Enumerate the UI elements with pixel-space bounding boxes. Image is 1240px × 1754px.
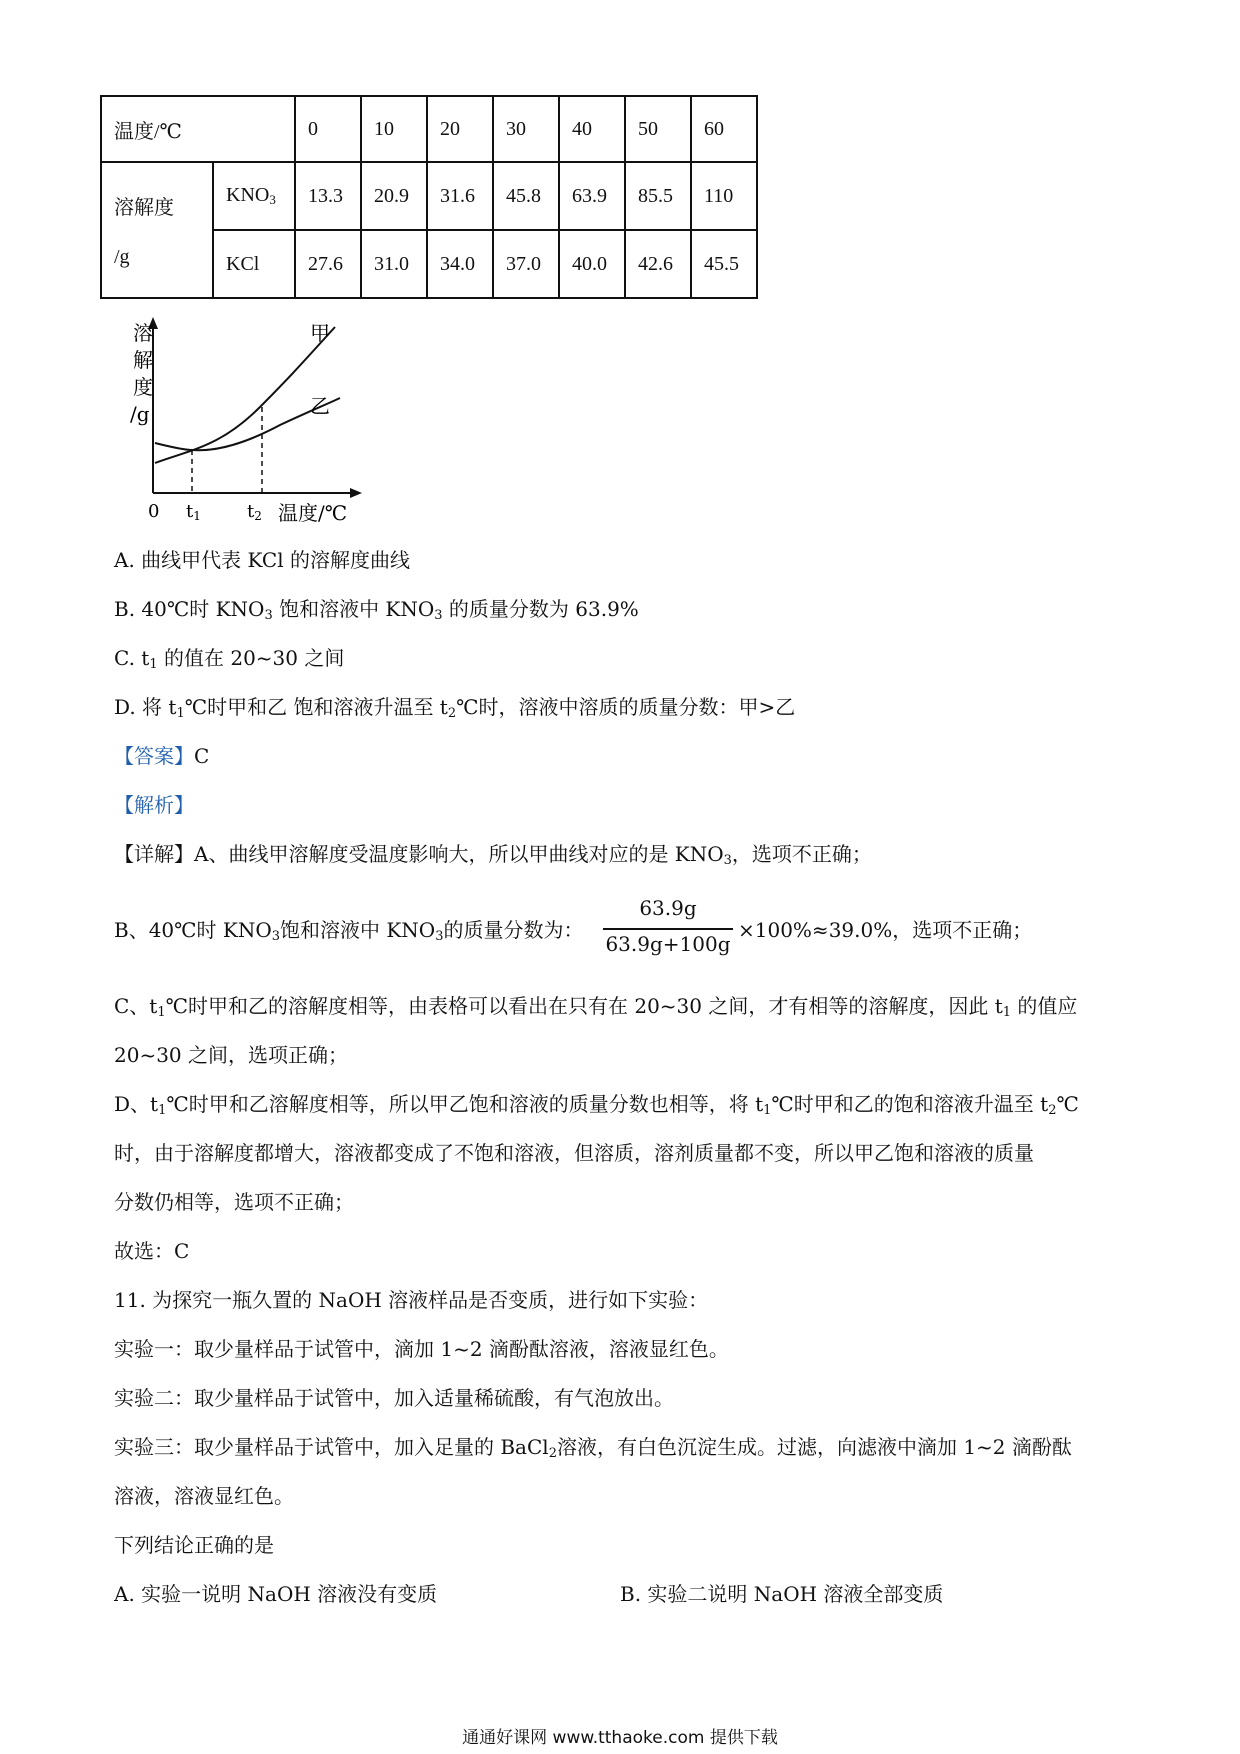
table-header-row — [101, 96, 757, 162]
answer-line: 【答案】C — [114, 744, 210, 768]
fraction-denominator: 63.9g+100g — [605, 932, 731, 956]
table-header-label: 温度/℃ — [101, 96, 295, 162]
table-cell: 31.6 — [427, 162, 493, 230]
series-jia-curve — [155, 327, 335, 463]
fraction-tail: ×100%≈39.0%，选项不正确； — [738, 918, 1033, 942]
q11-exp3: 实验三：取少量样品于试管中，加入足量的 BaCl$_2$溶液，有白色沉淀生成。过滤，向滤液中滴加 1~2 滴酚酞 — [114, 1435, 1072, 1461]
table-temp-cell: 0 — [295, 96, 361, 162]
y-label-char: /g — [130, 402, 150, 426]
y-label-char: 解 — [133, 348, 153, 372]
table-cell: 13.3 — [295, 162, 361, 230]
x-axis-label: 温度/℃ — [278, 501, 348, 525]
table-temp-cell: 10 — [361, 96, 427, 162]
option-d: D. 将 $t_1℃$时甲和乙 饱和溶液升温至 $t_2℃$时，溶液中溶质的质量分数：甲>乙 — [114, 695, 796, 721]
table-cell: 45.8 — [493, 162, 559, 230]
detail-line-7: 分数仍相等，选项不正确； — [114, 1190, 354, 1214]
page-footer: 通通好课网 www.tthaoke.com 提供下载 — [462, 1728, 778, 1748]
x-tick-label-t1: t1 — [186, 501, 201, 523]
q11-option-b: B. 实验二说明 NaOH 溶液全部变质 — [620, 1582, 944, 1606]
table-cell: 27.6 — [295, 230, 361, 298]
table-temp-cell: 40 — [559, 96, 625, 162]
table-cell: 45.5 — [691, 230, 757, 298]
row-label-unit: /g — [114, 246, 130, 268]
solubility-table — [100, 95, 758, 299]
detail-line-1: 【详解】A、曲线甲溶解度受温度影响大，所以甲曲线对应的是 $KNO_3$，选项不正确； — [114, 842, 872, 868]
series-jia-label: 甲 — [310, 321, 330, 345]
y-label-char: 度 — [133, 375, 153, 399]
option-b: B. 40℃时 $KNO_3$ 饱和溶液中 $KNO_3$ 的质量分数为 63.9% — [114, 597, 639, 623]
option-a: A. 曲线甲代表 KCl 的溶解度曲线 — [114, 548, 410, 572]
detail-line-4: 20~30 之间，选项正确； — [114, 1043, 349, 1067]
row-label-main: 溶解度 — [114, 197, 174, 219]
table-temp-cell: 50 — [625, 96, 691, 162]
table-row-kno3 — [101, 162, 757, 230]
table-cell: 63.9 — [559, 162, 625, 230]
detail-line-5: D、$t_1℃$时甲和乙溶解度相等，所以甲乙饱和溶液的质量分数也相等，将 $t_1℃$时甲和乙的饱和溶液升温至 $t_2℃$ — [114, 1092, 1079, 1118]
q11-exp1: 实验一：取少量样品于试管中，滴加 1~2 滴酚酞溶液，溶液显红色。 — [114, 1337, 729, 1361]
analysis-label: 【解析】 — [114, 793, 194, 817]
detail-line-6: 时，由于溶解度都增大，溶液都变成了不饱和溶液，但溶质，溶剂质量都不变，所以甲乙饱和溶液的质量 — [114, 1141, 1034, 1165]
option-c: C. $t_1$ 的值在 20~30 之间 — [114, 646, 345, 672]
table-cell: 40.0 — [559, 230, 625, 298]
detail-line-8: 故选：C — [114, 1239, 190, 1263]
q11-stem: 11. 为探究一瓶久置的 NaOH 溶液样品是否变质，进行如下实验： — [114, 1288, 709, 1312]
q11-prompt: 下列结论正确的是 — [114, 1533, 274, 1557]
table-cell: 42.6 — [625, 230, 691, 298]
table-temp-cell: 30 — [493, 96, 559, 162]
table-temp-cell: 60 — [691, 96, 757, 162]
table-substance-kno3: $KNO_3$ — [213, 162, 295, 230]
table-cell: 37.0 — [493, 230, 559, 298]
table-cell: 34.0 — [427, 230, 493, 298]
table-row-label — [101, 162, 213, 298]
detail-line-3: C、$t_1℃$时甲和乙的溶解度相等，由表格可以看出在只有在 20~30 之间，才有相等的溶解度，因此 $t_1$ 的值应 — [114, 994, 1078, 1020]
fraction-numerator: 63.9g — [639, 896, 697, 920]
detail-line-2: B、40℃时 $KNO_3$饱和溶液中 $KNO_3$的质量分数为： — [114, 918, 584, 944]
origin-label: 0 — [148, 501, 160, 522]
x-axis-arrow-icon — [350, 488, 362, 498]
q11-option-a: A. 实验一说明 NaOH 溶液没有变质 — [114, 1582, 438, 1606]
q11-exp2: 实验二：取少量样品于试管中，加入适量稀硫酸，有气泡放出。 — [114, 1386, 674, 1410]
series-yi-label: 乙 — [310, 394, 330, 418]
table-cell: 85.5 — [625, 162, 691, 230]
table-temp-cell: 20 — [427, 96, 493, 162]
x-tick-label-t2: t2 — [247, 501, 262, 523]
fraction-bar — [603, 928, 733, 930]
q11-exp3-cont: 溶液，溶液显红色。 — [114, 1484, 294, 1508]
table-cell: 110 — [691, 162, 757, 230]
y-label-char: 溶 — [133, 321, 153, 345]
table-cell: 31.0 — [361, 230, 427, 298]
table-cell: 20.9 — [361, 162, 427, 230]
solubility-curve-chart — [120, 315, 380, 525]
table-substance-kcl: KCl — [213, 230, 295, 298]
